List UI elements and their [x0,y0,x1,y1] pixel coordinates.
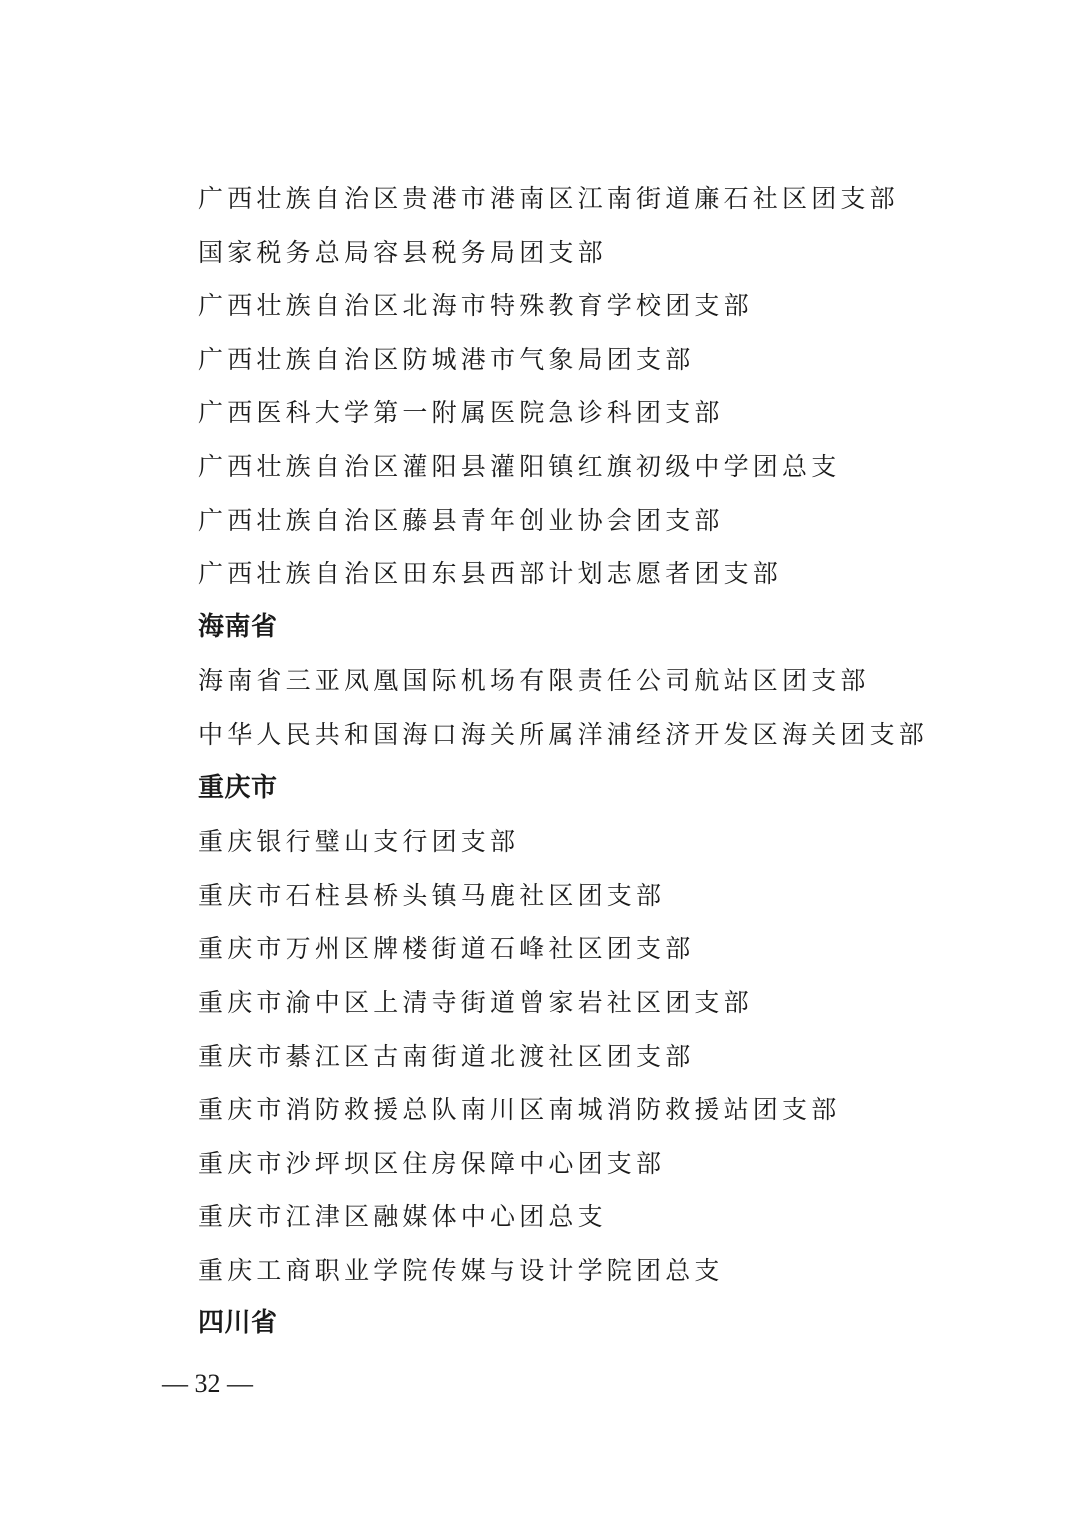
organization-entry: 广西壮族自治区田东县西部计划志愿者团支部 [198,559,783,589]
organization-entry: 重庆工商职业学院传媒与设计学院团总支 [198,1255,724,1285]
organization-entry: 中华人民共和国海口海关所属洋浦经济开发区海关团支部 [198,719,929,749]
organization-entry: 重庆市石柱县桥头镇马鹿社区团支部 [198,880,666,910]
organization-entry: 重庆市綦江区古南街道北渡社区团支部 [198,1041,695,1071]
region-heading: 海南省 [198,611,278,642]
organization-entry: 广西壮族自治区北海市特殊教育学校团支部 [198,291,753,321]
organization-entry: 广西医科大学第一附属医院急诊科团支部 [198,398,724,428]
organization-entry: 广西壮族自治区贵港市港南区江南街道廉石社区团支部 [198,184,899,213]
organization-entry: 国家税务总局容县税务局团支部 [198,237,607,267]
organization-entry: 重庆市万州区牌楼街道石峰社区团支部 [198,934,695,964]
organization-entry: 重庆市沙坪坝区住房保障中心团支部 [198,1148,666,1178]
organization-entry: 重庆市渝中区上清寺街道曾家岩社区团支部 [198,987,753,1017]
organization-entry: 重庆市消防救援总队南川区南城消防救援站团支部 [198,1095,841,1125]
region-heading: 四川省 [198,1308,278,1339]
organization-entry: 重庆银行璧山支行团支部 [198,827,520,857]
organization-list [198,172,1038,1351]
organization-entry: 广西壮族自治区藤县青年创业协会团支部 [198,505,724,535]
page-number: — 32 — [162,1369,253,1398]
region-heading: 重庆市 [198,772,278,803]
organization-entry: 广西壮族自治区灌阳县灌阳镇红旗初级中学团总支 [198,451,841,481]
organization-entry: 广西壮族自治区防城港市气象局团支部 [198,344,695,374]
organization-entry: 海南省三亚凤凰国际机场有限责任公司航站区团支部 [198,666,870,696]
organization-entry: 重庆市江津区融媒体中心团总支 [198,1202,607,1232]
